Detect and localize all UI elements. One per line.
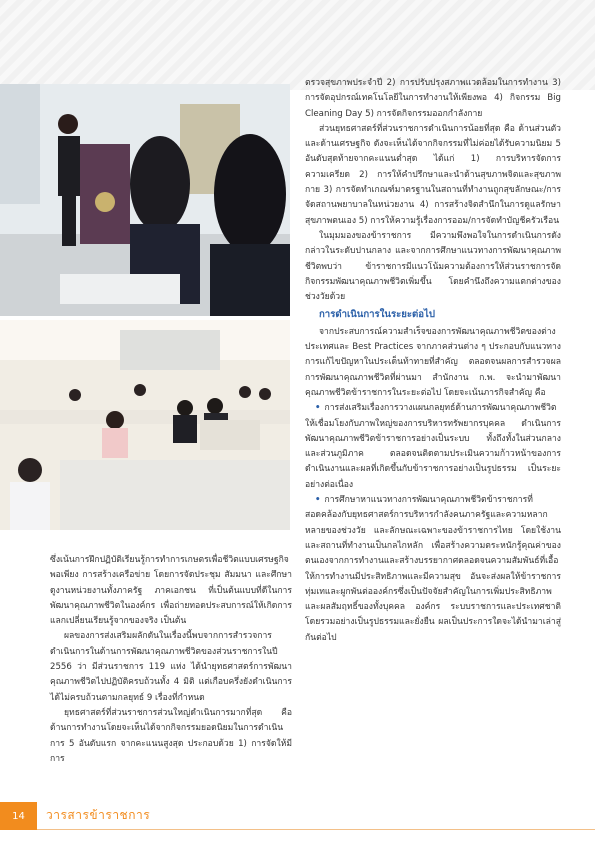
bullet-icon: • bbox=[315, 495, 321, 506]
footer-divider bbox=[37, 829, 595, 830]
seminar-photo-illustration bbox=[0, 320, 290, 530]
bullet-text: การส่งเสริมเรื่องการวางแผนกลยุทธ์ด้านการพัฒนาคุณภาพชีวิตให้เชื่อมโยงกับภาพใหญ่ของการบริหารทรัพยากรบุคคล ดำเนินการพัฒนาคุณภาพชีวิตข้าราชการอย่างเป็นระบบ ทั้งถึงทั้งในส่วนกลางและส่วนภูมิภาค ตลอดจนติดตามประเมินความก้าวหน้าของการดำเนินงานและผลที่เกิดขึ้นกับข้าราชการอย่างเป็นรูปธรรม เป็นระยะอย่างต่อเนื่อง bbox=[305, 403, 561, 490]
speaker-photo-illustration bbox=[0, 84, 290, 316]
bullet-text: การศึกษาหาแนวทางการพัฒนาคุณภาพชีวิตข้าราชการที่สอดคล้องกับยุทธศาสตร์การบริหารกำลังคนภาครัฐและความหลากหลายของช่วงวัย และลักษณะเฉพาะของข้าราชการไทย โดยใช้งานและสถานที่ทำงานเป็นกลไกหลัก เพื่อสร้างความตระหนักรู้คุณค่าของตนเองจากการทำงานและสร้างบรรยากาศตลอดจนความสัมพันธ์ที่เอื้อให้การทำงานมีประสิทธิภาพและมีความสุข อันจะส่งผลให้ข้าราชการทุ่มเทและผูกพันต่อองค์กรซึ่งเป็นปัจจัยสำคัญในการเพิ่มประสิทธิภาพและผลสัมฤทธิ์ของทั้งบุคคล องค์กร ระบบราชการและประเทศชาติโดยรวมอย่างเป็นรูปธรรมและยั่งยืน ผลเป็นประการใดจะได้นำมาเล่าสู่กันต่อไป bbox=[305, 495, 561, 643]
paragraph: ส่วนยุทธศาสตร์ที่ส่วนราชการดำเนินการน้อยที่สุด คือ ด้านส่วนตัวและด้านเศรษฐกิจ ดังจะเห็นได้จากกิจกรรมที่ไม่ค่อยได้รับความนิยม 5 อันดับสุดท้ายจากคะแนนต่ำสุด ได้แก่ 1) การบริหารจัดการความเครียด 2) การให้คำปรึกษาและนำด้านสุขภาพจิตและสุขภาพกาย 3) การจัดทำเกณฑ์มาตรฐานในสถานที่ทำงานถูกสุขลักษณะ/การจัดสถานพยาบาลในหน่วยงาน 4) การสร้างจิตสำนึกในการดูแลรักษาสุขภาพตนเอง 5) การให้ความรู้เรื่องการออม/การจัดทำบัญชีครัวเรือน bbox=[305, 123, 561, 226]
paragraph: ซึ่งเน้นการฝึกปฏิบัติเรียนรู้การทำการเกษตรเพื่อชีวิตแบบเศรษฐกิจพอเพียง การสร้างเครือข่าย โดยการจัดประชุม สัมมนา และศึกษาดูงานหน่วยงานทั้งภาครัฐ ภาคเอกชน ที่เป็นต้นแบบที่ดีในการพัฒนาคุณภาพชีวิตในองค์กร เพื่อถ่ายทอดประสบการณ์ให้เกิดการแลกเปลี่ยนเรียนรู้จากของจริง เป็นต้น bbox=[50, 555, 292, 627]
speaker-photo bbox=[0, 84, 290, 316]
paragraph: จากประสบการณ์ความสำเร็จของการพัฒนาคุณภาพชีวิตของต่างประเทศและ Best Practices จากภาคส่วนต่าง ๆ ประกอบกับแนวทางการแก้ไขปัญหาในประเด็นท้าทายที่สำคัญ ตลอดจนผลการสำรวจผลการพัฒนาคุณภาพชีวิตที่ผ่านมา สำนักงาน ก.พ. จะนำมาพัฒนาคุณภาพชีวิตข้าราชการในระยะต่อไป โดยจะเน้นภารกิจสำคัญ คือ bbox=[305, 326, 561, 398]
seminar-photo bbox=[0, 320, 290, 530]
right-text-column bbox=[305, 76, 561, 646]
bullet-item bbox=[305, 493, 561, 646]
bullet-icon: • bbox=[315, 403, 321, 414]
left-text-column bbox=[50, 553, 292, 767]
paragraph: ผลของการส่งเสริมผลักดันในเรื่องนี้พบจากการสำรวจการดำเนินการในด้านการพัฒนาคุณภาพชีวิตของส่วนราชการในปี 2556 ว่า มีส่วนราชการ 119 แห่ง ได้นำยุทธศาสตร์การพัฒนาคุณภาพชีวิตไปปฏิบัติครบถ้วนทั้ง 4 มิติ แต่เกือบครึ่งยังดำเนินการได้ไม่ครบถ้วนตามกลยุทธ์ 9 เรื่องที่กำหนด bbox=[50, 631, 292, 703]
paragraph: ในมุมมองของข้าราชการ มีความพึงพอใจในการดำเนินการดังกล่าวในระดับปานกลาง และจากการศึกษาแนวทางการพัฒนาคุณภาพชีวิตพบว่า ข้าราชการมีแนวโน้มความต้องการให้ส่วนราชการจัดกิจกรรมพัฒนาคุณภาพชีวิตเพิ่มขึ้น โดยคำนึงถึงความแตกต่างของช่วงวัยด้วย bbox=[305, 230, 561, 303]
section-heading: การดำเนินการในระยะต่อไป bbox=[319, 309, 435, 321]
magazine-title: วารสารข้าราชการ bbox=[46, 808, 151, 822]
bullet-item bbox=[305, 401, 561, 493]
paragraph: ตรวจสุขภาพประจำปี 2) การปรับปรุงสภาพแวดล้อมในการทำงาน 3) การจัดอุปกรณ์เทคโนโลยีในการทำงานให้เพียงพอ 4) กิจกรรม Big Cleaning Day 5) การจัดกิจกรรมออกกำลังกาย bbox=[305, 78, 561, 119]
paragraph: ยุทธศาสตร์ที่ส่วนราชการส่วนใหญ่ดำเนินการมากที่สุด คือ ด้านการทำงานโดยจะเห็นได้จากกิจกรรมยอดนิยมในการดำเนินการ 5 อันดับแรก จากคะแนนสูงสุด ประกอบด้วย 1) การจัดให้มีการ bbox=[50, 707, 292, 764]
page-number: 14 bbox=[0, 802, 37, 830]
